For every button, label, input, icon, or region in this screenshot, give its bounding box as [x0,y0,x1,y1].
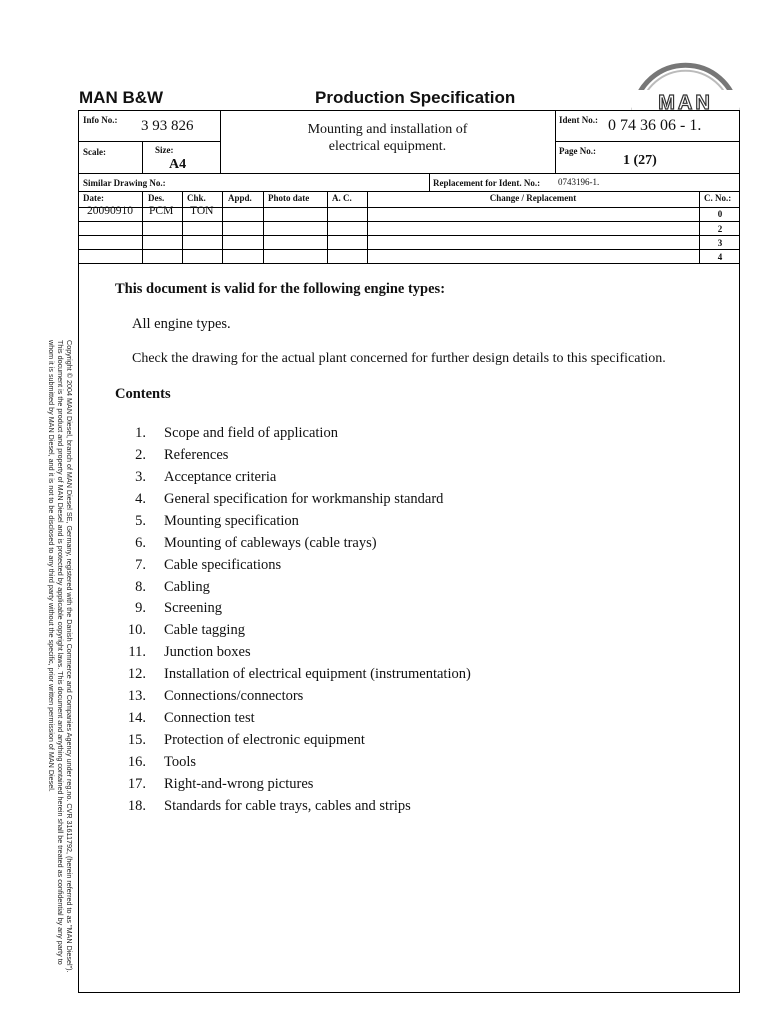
rev-row-chk: TON [190,205,214,217]
toc-number: 14. [127,710,146,726]
copyright-line: This document is the product and property of MAN Diesel and is protected by applicable copyright laws. This document and anything contained herein shall be treated as confidential by any party to [56,340,65,965]
page-no-label: Page No.: [559,146,596,156]
rev-row-cno: 4 [717,252,723,262]
engine-types: All engine types. [132,316,231,332]
toc-entry: Connections/connectors [164,688,304,704]
toc-number: 6. [135,535,146,551]
toc-entry: General specification for workmanship standard [164,491,444,507]
rev-row-cno: 3 [717,238,723,248]
toc-number: 11. [128,644,146,660]
toc-number: 10. [127,622,146,638]
toc-number: 1. [135,425,146,441]
toc-entry: References [164,447,229,463]
toc-entry: Protection of electronic equipment [164,732,365,748]
page-no-value: 1 (27) [623,153,657,168]
toc-number: 5. [135,513,146,529]
rev-header-ac: A. C. [332,193,352,203]
toc-entry: Acceptance criteria [164,469,277,485]
ident-no-label: Ident No.: [559,115,599,125]
toc-entry: Mounting of cableways (cable trays) [164,535,377,551]
toc-number: 12. [127,666,146,682]
toc-number: 2. [135,447,146,463]
info-no-label: Info No.: [83,115,118,125]
toc-number: 3. [135,469,146,485]
toc-entry: Connection test [164,710,255,726]
brand-name: MAN B&W [79,88,164,107]
similar-drawing-label: Similar Drawing No.: [83,178,166,188]
replacement-label: Replacement for Ident. No.: [433,178,541,188]
man-logo [628,56,743,112]
size-label: Size: [155,145,174,155]
info-no-value: 3 93 826 [141,118,194,134]
toc-number: 7. [135,557,146,573]
toc-entry: Cable specifications [164,557,282,573]
toc-entry: Mounting specification [164,513,299,529]
rev-header-change: Change / Replacement [489,193,577,203]
toc-entry: Tools [164,754,197,770]
toc-number: 16. [127,754,146,770]
rev-row-des: PCM [149,205,174,217]
title-line-2: electrical equipment. [328,139,447,154]
rev-row-cno: 2 [717,224,723,234]
copyright-line: whom it is submitted by MAN Diesel, and it is not to be disclosed to any third party without the specific, prior written permission of MAN Diesel. [47,340,56,792]
toc-entry: Scope and field of application [164,425,338,441]
toc-number: 8. [135,579,146,595]
scale-label: Scale: [83,147,106,157]
toc-entry: Screening [164,600,222,616]
toc-number: 13. [127,688,146,704]
rev-row-date: 20090910 [87,205,133,217]
toc-entry: Junction boxes [164,644,251,660]
rev-header-appd: Appd. [228,193,252,203]
svg-text:MAN: MAN [658,92,713,112]
ident-no-value: 0 74 36 06 - 1. [608,117,702,134]
toc-number: 4. [135,491,146,507]
contents-heading: Contents [115,386,171,402]
rev-header-photo-date: Photo date [268,193,310,203]
check-text: Check the drawing for the actual plant concerned for further design details to this specification. [132,351,666,366]
toc-entry: Installation of electrical equipment (instrumentation) [164,666,471,682]
document-type: Production Specification [315,88,516,107]
rev-header-date: Date: [83,193,104,203]
rev-header-chk: Chk. [187,193,206,203]
toc-number: 17. [127,776,146,792]
replacement-value: 0743196-1. [558,177,600,187]
copyright-notice [40,340,74,1000]
copyright-line: Copyright © 2004 MAN Diesel, branch of MAN Diesel SE, Germany, registered with the Danish Commerce and Companies Agency under reg.no. CVR 31611792, (herein referred to as "MAN Diesel"). [65,340,74,973]
title-line-1: Mounting and installation of [307,122,468,137]
toc-entry: Right-and-wrong pictures [164,776,314,792]
toc-number: 9. [135,600,146,616]
toc-entry: Standards for cable trays, cables and strips [164,798,411,814]
valid-heading: This document is valid for the following engine types: [115,281,446,297]
toc-entry: Cable tagging [164,622,245,638]
toc-number: 18. [127,798,146,814]
toc-number: 15. [127,732,146,748]
rev-row-cno: 0 [717,209,723,219]
size-value: A4 [169,157,187,172]
rev-header-des: Des. [148,193,165,203]
toc-entry: Cabling [164,579,210,595]
rev-header-cno: C. No.: [704,193,732,203]
